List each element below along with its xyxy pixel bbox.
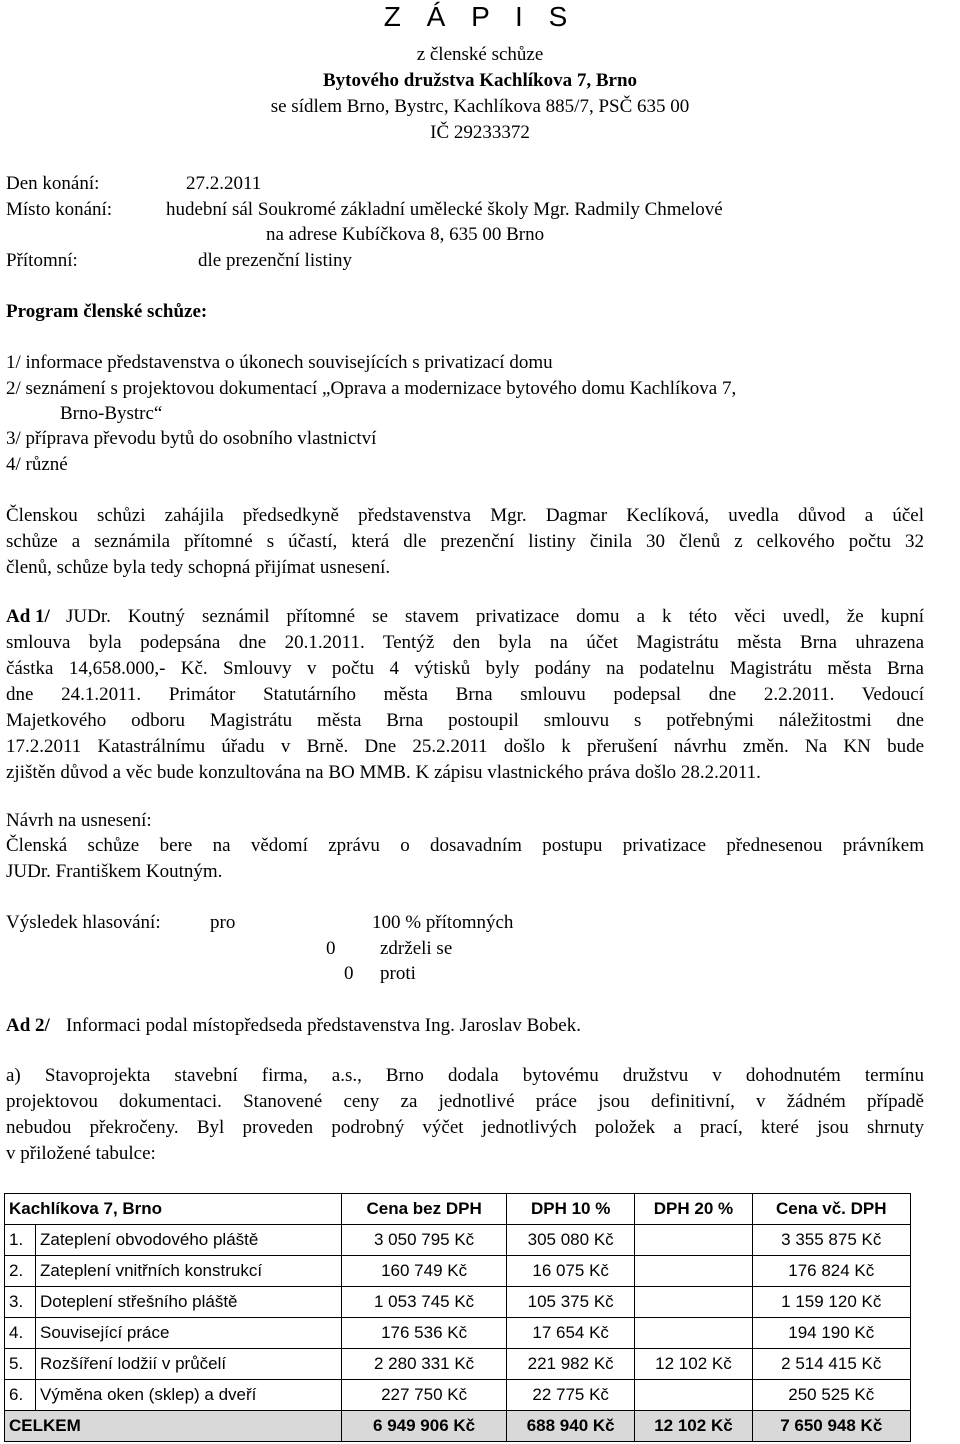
- date-label: Den konání:: [6, 173, 100, 194]
- program-item: 3/ příprava převodu bytů do osobního vlastnictví: [6, 428, 377, 449]
- row-number: 6.: [5, 1380, 36, 1411]
- paragraph-line: Členská schůze bere na vědomí zprávu o dosavadním postupu privatizace přednesenou právníkem: [6, 835, 924, 856]
- organization-name: Bytového družstva Kachlíkova 7, Brno: [322, 70, 638, 91]
- place-value-line-1: hudební sál Soukromé základní umělecké školy Mgr. Radmily Chmelové: [166, 199, 723, 220]
- total-vat-20: 12 102 Kč: [635, 1411, 752, 1442]
- table-total-row: [5, 1411, 911, 1442]
- table-header-cell: Cena bez DPH: [342, 1194, 507, 1225]
- paragraph-line: členů, schůze byla tedy schopná přijímat usnesení.: [6, 557, 391, 578]
- table-row: [5, 1256, 911, 1287]
- row-base-price: 227 750 Kč: [342, 1380, 507, 1411]
- row-item: Výměna oken (sklep) a dveří: [36, 1380, 342, 1411]
- row-base-price: 3 050 795 Kč: [342, 1225, 507, 1256]
- row-item: Zateplení vnitřních konstrukcí: [36, 1256, 342, 1287]
- place-label: Místo konání:: [6, 199, 113, 220]
- row-total-price: 250 525 Kč: [752, 1380, 910, 1411]
- row-vat-10: 22 775 Kč: [506, 1380, 634, 1411]
- row-base-price: 1 053 745 Kč: [342, 1287, 507, 1318]
- table-row: [5, 1225, 911, 1256]
- row-vat-10: 16 075 Kč: [506, 1256, 634, 1287]
- row-total-price: 3 355 875 Kč: [752, 1225, 910, 1256]
- row-item: Rozšíření lodžií v průčelí: [36, 1349, 342, 1380]
- table-row: [5, 1287, 911, 1318]
- vote-against-count: 0: [344, 963, 354, 984]
- table-row: [5, 1380, 911, 1411]
- table-row: [5, 1349, 911, 1380]
- ad2-paragraph: [6, 1063, 924, 1167]
- total-price: 7 650 948 Kč: [752, 1411, 910, 1442]
- table-header-cell: Cena vč. DPH: [752, 1194, 910, 1225]
- document-title: Z Á P I S: [383, 1, 577, 32]
- opening-paragraph: [6, 503, 924, 581]
- row-vat-10: 305 080 Kč: [506, 1225, 634, 1256]
- paragraph-line: Členskou schůzi zahájila předsedkyně představenstva Mgr. Dagmar Keclíková, uvedla důvod a účel: [6, 505, 924, 526]
- table-row: [5, 1318, 911, 1349]
- program-item: 1/ informace představenstva o úkonech souvisejících s privatizací domu: [6, 352, 553, 373]
- paragraph-line: schůze a seznámila přítomné s účastí, která dle prezenční listiny činila 30 členů z celkového počtu 32: [6, 531, 924, 552]
- row-vat-20: [635, 1256, 752, 1287]
- row-item: Související práce: [36, 1318, 342, 1349]
- program-item-continuation: Brno-Bystrc“: [60, 403, 163, 424]
- vote-pro-value: 100 % přítomných: [372, 912, 514, 933]
- paragraph-line: JUDr. Františkem Koutným.: [6, 861, 223, 882]
- ad2-label: Ad 2/: [6, 1015, 50, 1036]
- table-header-cell: Kachlíkova 7, Brno: [5, 1194, 342, 1225]
- total-label: CELKEM: [5, 1411, 342, 1442]
- paragraph-line: projektovou dokumentaci. Stanovené ceny za jednotlivé práce jsou definitivní, v žádném případě: [6, 1091, 924, 1112]
- organization-id: IČ 29233372: [430, 122, 530, 143]
- row-vat-20: [635, 1287, 752, 1318]
- row-vat-20: 12 102 Kč: [635, 1349, 752, 1380]
- paragraph-line: zjištěn důvod a věc bude konzultována na BO MMB. K zápisu vlastnického práva došlo 28.2.2011.: [6, 762, 761, 783]
- vote-abstain-count: 0: [326, 938, 336, 959]
- row-vat-20: [635, 1318, 752, 1349]
- row-base-price: 176 536 Kč: [342, 1318, 507, 1349]
- row-item: Doteplení střešního pláště: [36, 1287, 342, 1318]
- row-vat-20: [635, 1225, 752, 1256]
- ad1-first-line: [66, 604, 924, 630]
- paragraph-line: v přiložené tabulce:: [6, 1143, 156, 1164]
- row-vat-10: 17 654 Kč: [506, 1318, 634, 1349]
- date-value: 27.2.2011: [186, 173, 262, 194]
- row-vat-10: 105 375 Kč: [506, 1287, 634, 1318]
- row-total-price: 1 159 120 Kč: [752, 1287, 910, 1318]
- row-total-price: 176 824 Kč: [752, 1256, 910, 1287]
- present-value: dle prezenční listiny: [198, 250, 353, 271]
- row-vat-20: [635, 1380, 752, 1411]
- total-base-price: 6 949 906 Kč: [342, 1411, 507, 1442]
- cost-table: [4, 1193, 911, 1442]
- vote-label: Výsledek hlasování:: [6, 912, 161, 933]
- ad1-label: Ad 1/: [6, 606, 50, 627]
- row-base-price: 2 280 331 Kč: [342, 1349, 507, 1380]
- row-vat-10: 221 982 Kč: [506, 1349, 634, 1380]
- paragraph-line: smlouva byla podepsána dne 20.1.2011. Tentýž den byla na účet Magistrátu města Brna uhrazena: [6, 632, 924, 653]
- table-header-cell: DPH 10 %: [506, 1194, 634, 1225]
- paragraph-line: 17.2.2011 Katastrálnímu úřadu v Brně. Dne 25.2.2011 došlo k přerušení návrhu změn. Na KN bude: [6, 736, 924, 757]
- row-number: 5.: [5, 1349, 36, 1380]
- resolution-paragraph: [6, 833, 924, 885]
- paragraph-line: a) Stavoprojekta stavební firma, a.s., Brno dodala bytovému družstvu v dohodnutém termínu: [6, 1065, 924, 1086]
- resolution-heading: Návrh na usnesení:: [6, 810, 152, 831]
- row-base-price: 160 749 Kč: [342, 1256, 507, 1287]
- present-label: Přítomní:: [6, 250, 78, 271]
- paragraph-line: Majetkového odboru Magistrátu města Brna postoupil smlouvu s potřebnými náležitostmi dne: [6, 710, 924, 731]
- row-total-price: 194 190 Kč: [752, 1318, 910, 1349]
- vote-pro-label: pro: [210, 912, 236, 933]
- vote-abstain-label: zdrželi se: [380, 938, 453, 959]
- total-vat-10: 688 940 Kč: [506, 1411, 634, 1442]
- place-value-line-2: na adrese Kubíčkova 8, 635 00 Brno: [266, 224, 545, 245]
- row-number: 4.: [5, 1318, 36, 1349]
- row-total-price: 2 514 415 Kč: [752, 1349, 910, 1380]
- row-number: 3.: [5, 1287, 36, 1318]
- table-header-cell: DPH 20 %: [635, 1194, 752, 1225]
- paragraph-line: nebudou překročeny. Byl proveden podrobný výčet jednotlivých položek a prací, které jsou shrnuty: [6, 1117, 924, 1138]
- ad2-intro: Informaci podal místopředseda představenstva Ing. Jaroslav Bobek.: [66, 1015, 581, 1036]
- program-heading: Program členské schůze:: [6, 301, 208, 322]
- ad1-paragraph: [6, 630, 924, 786]
- program-item: 2/ seznámení s projektovou dokumentací „Oprava a modernizace bytového domu Kachlíkova 7,: [6, 378, 737, 399]
- row-item: Zateplení obvodového pláště: [36, 1225, 342, 1256]
- row-number: 1.: [5, 1225, 36, 1256]
- row-number: 2.: [5, 1256, 36, 1287]
- vote-against-label: proti: [380, 963, 416, 984]
- table-header-row: [5, 1194, 911, 1225]
- program-item: 4/ různé: [6, 454, 68, 475]
- paragraph-line: dne 24.1.2011. Primátor Statutárního města Brna smlouvu podepsal dne 2.2.2011. Vedoucí: [6, 684, 924, 705]
- paragraph-line: JUDr. Koutný seznámil přítomné se stavem privatizace domu a k této věci uvedl, že kupní: [66, 606, 924, 627]
- paragraph-line: částka 14,658.000,- Kč. Smlouvy v počtu 4 výtisků byly podány na podatelnu Magistrátu města Brna: [6, 658, 924, 679]
- document-subtitle: z členské schůze: [416, 44, 544, 65]
- organization-seat: se sídlem Brno, Bystrc, Kachlíkova 885/7, PSČ 635 00: [270, 96, 690, 117]
